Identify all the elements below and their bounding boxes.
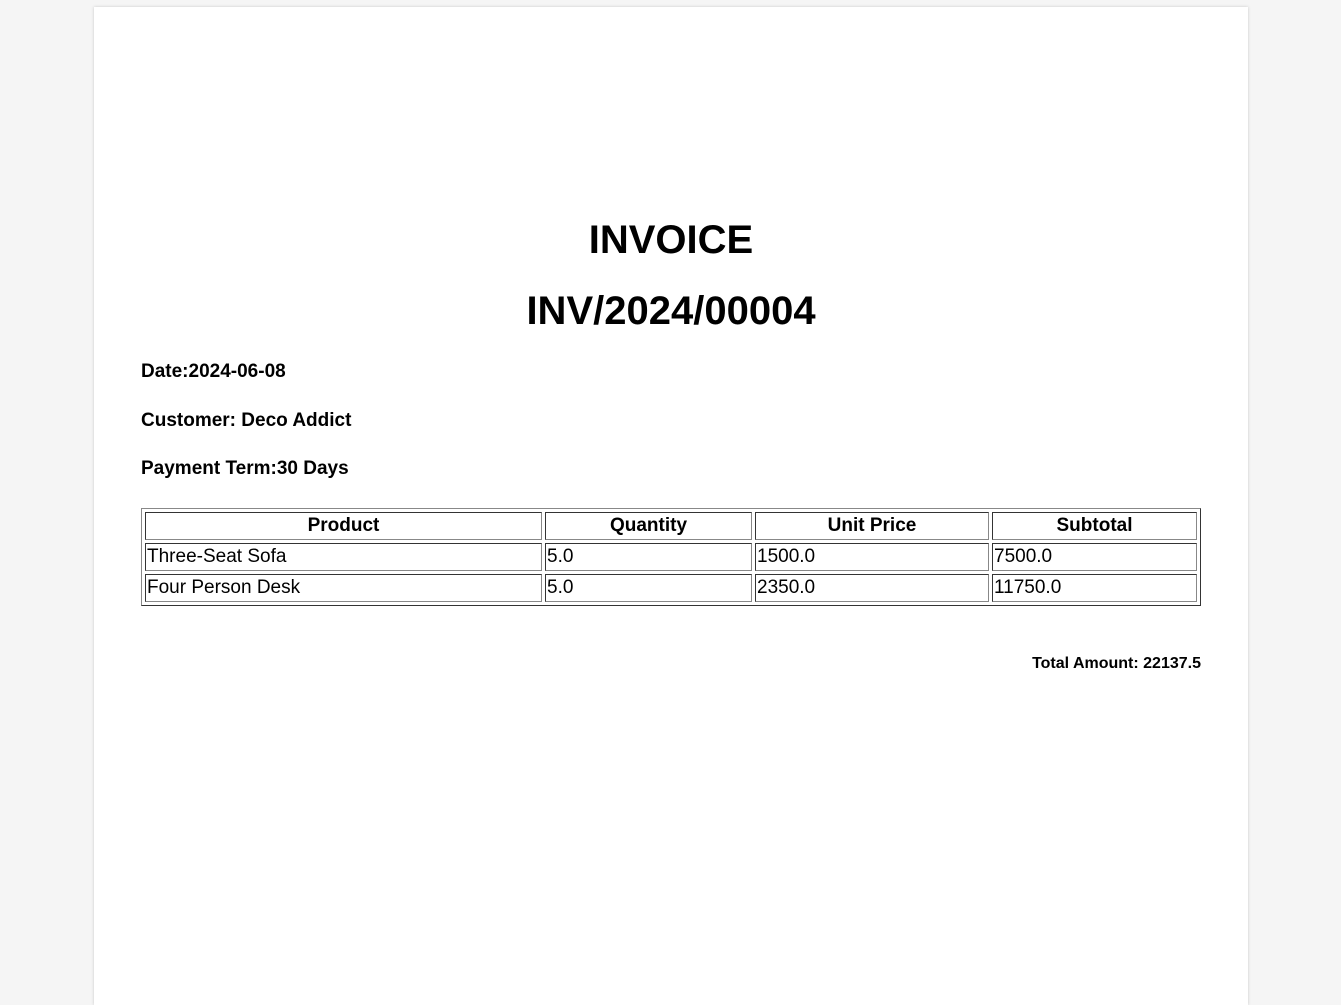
payment-term-label: Payment Term:: [141, 458, 277, 479]
invoice-payment-term: [141, 457, 349, 481]
table-row: [145, 543, 1197, 571]
cell-unit-price: 2350.0: [755, 574, 989, 602]
cell-subtotal: 11750.0: [992, 574, 1197, 602]
invoice-customer: [141, 409, 351, 433]
invoice-lines-table: [141, 508, 1201, 606]
cell-subtotal: 7500.0: [992, 543, 1197, 571]
invoice-date: [141, 360, 286, 384]
customer-label: Customer:: [141, 410, 242, 431]
payment-term-value: 30 Days: [276, 458, 349, 479]
invoice-title: INVOICE: [588, 218, 754, 262]
cell-product: Three-Seat Sofa: [145, 543, 542, 571]
table-header-row: [145, 512, 1197, 540]
cell-quantity: 5.0: [545, 543, 752, 571]
cell-quantity: 5.0: [545, 574, 752, 602]
header-product: Product: [145, 512, 542, 540]
total-label: Total Amount:: [1032, 655, 1144, 672]
customer-value: Deco Addict: [241, 410, 352, 431]
date-label: Date:: [141, 361, 189, 382]
invoice-number: INV/2024/00004: [526, 289, 816, 333]
header-subtotal: Subtotal: [992, 512, 1197, 540]
total-value: 22137.5: [1143, 655, 1201, 672]
header-unit-price: Unit Price: [755, 512, 989, 540]
cell-unit-price: 1500.0: [755, 543, 989, 571]
header-quantity: Quantity: [545, 512, 752, 540]
invoice-page: [94, 7, 1248, 1005]
total-amount: [1032, 654, 1201, 674]
date-value: 2024-06-08: [188, 361, 286, 382]
table-row: [145, 574, 1197, 602]
cell-product: Four Person Desk: [145, 574, 542, 602]
